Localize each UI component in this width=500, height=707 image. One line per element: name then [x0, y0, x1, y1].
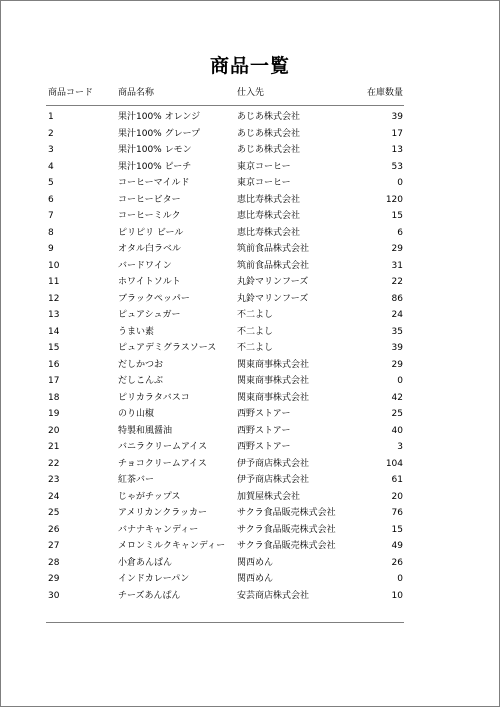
supplier-cell: サクラ食品販売株式会社: [237, 524, 336, 535]
table-row: [46, 390, 404, 407]
supplier-cell: 東京コーヒー: [237, 178, 291, 188]
stock-qty-cell: 10: [391, 590, 403, 601]
product-name-cell: ピュアデミグラスソース: [118, 343, 217, 353]
supplier-cell: 伊予商店株式会社: [237, 475, 310, 485]
stock-qty-cell: 61: [391, 475, 403, 485]
supplier-cell: 不二よし: [237, 310, 274, 320]
table-row: [46, 324, 404, 341]
product-code-cell: 30: [48, 590, 60, 601]
supplier-cell: サクラ食品販売株式会社: [237, 508, 336, 518]
product-name-cell: だしこんぶ: [118, 376, 164, 386]
table-row: [46, 522, 404, 539]
table-row: [46, 472, 404, 489]
product-code-cell: 8: [48, 227, 54, 238]
product-code-cell: 16: [48, 359, 60, 370]
supplier-cell: 東京コーヒー: [237, 161, 291, 172]
product-name-cell: アメリカンクラッカー: [118, 508, 208, 518]
product-code-cell: 25: [48, 508, 60, 518]
product-code-cell: 2: [48, 128, 54, 139]
product-code-cell: 23: [48, 475, 60, 485]
supplier-cell: 丸鈴マリンフーズ: [237, 293, 309, 304]
stock-qty-cell: 31: [391, 260, 403, 271]
product-code-cell: 5: [48, 178, 54, 188]
product-name-cell: 果汁100% ピーチ: [118, 161, 192, 172]
table-row: [46, 208, 404, 225]
product-name-cell: チョコクリームアイス: [118, 458, 207, 469]
product-code-cell: 27: [48, 541, 60, 551]
product-name-cell: コーヒーマイルド: [118, 178, 190, 188]
product-code-cell: 29: [48, 574, 60, 584]
supplier-cell: 恵比寿株式会社: [237, 194, 301, 205]
table-row: [46, 159, 404, 176]
supplier-cell: 筑前食品株式会社: [237, 260, 310, 271]
product-code-cell: 24: [48, 491, 60, 502]
table-row: [46, 555, 404, 572]
table-row: [46, 571, 404, 588]
product-name-cell: 小倉あんぱん: [118, 557, 173, 568]
product-code-cell: 20: [48, 425, 60, 436]
table-row: [46, 258, 404, 275]
header-product-name: 商品名称: [118, 88, 155, 98]
stock-qty-cell: 42: [391, 392, 403, 403]
product-name-cell: インドカレーパン: [118, 574, 190, 584]
product-name-cell: だしかつお: [118, 359, 164, 370]
stock-qty-cell: 39: [391, 112, 403, 122]
stock-qty-cell: 40: [391, 425, 403, 436]
supplier-cell: 西野ストアー: [237, 442, 291, 452]
product-name-cell: じゃがチップス: [118, 491, 181, 502]
product-code-cell: 12: [48, 293, 60, 304]
stock-qty-cell: 0: [397, 178, 403, 188]
supplier-cell: 西野ストアー: [237, 409, 291, 419]
supplier-cell: あじあ株式会社: [237, 112, 301, 122]
product-code-cell: 11: [48, 277, 60, 287]
table-row: [46, 225, 404, 242]
product-code-cell: 9: [48, 244, 54, 254]
supplier-cell: 伊予商店株式会社: [237, 458, 310, 469]
supplier-cell: 西野ストアー: [237, 425, 291, 436]
stock-qty-cell: 17: [391, 128, 403, 139]
supplier-cell: サクラ食品販売株式会社: [237, 541, 336, 551]
table-row: [46, 538, 404, 555]
table-row: [46, 373, 404, 390]
stock-qty-cell: 0: [397, 376, 403, 386]
table-row: [46, 456, 404, 473]
supplier-cell: 筑前食品株式会社: [237, 244, 310, 254]
stock-qty-cell: 0: [397, 574, 403, 584]
product-name-cell: コーヒーミルク: [118, 211, 181, 221]
product-code-cell: 3: [48, 145, 54, 155]
supplier-cell: 丸鈴マリンフーズ: [237, 277, 309, 287]
table-row: [46, 126, 404, 143]
stock-qty-cell: 25: [391, 409, 403, 419]
table-row: [46, 423, 404, 440]
header-supplier: 仕入先: [237, 88, 265, 98]
product-name-cell: メロンミルクキャンディー: [118, 541, 226, 551]
table-row: [46, 439, 404, 456]
supplier-cell: 関西めん: [237, 557, 274, 568]
supplier-cell: あじあ株式会社: [237, 128, 301, 139]
product-name-cell: ホワイトソルト: [118, 277, 181, 287]
table-row: [46, 505, 404, 522]
product-code-cell: 26: [48, 524, 60, 535]
product-code-cell: 6: [48, 194, 54, 205]
product-code-cell: 22: [48, 458, 60, 469]
product-code-cell: 21: [48, 442, 60, 452]
supplier-cell: 関東商事株式会社: [237, 376, 310, 386]
product-name-cell: うまい素: [118, 326, 155, 337]
table-row: [46, 175, 404, 192]
table-row: [46, 588, 404, 605]
stock-qty-cell: 49: [391, 541, 403, 551]
table-row: [46, 291, 404, 308]
stock-qty-cell: 24: [391, 310, 403, 320]
supplier-cell: 不二よし: [237, 343, 274, 353]
product-code-cell: 13: [48, 310, 60, 320]
table-header: [46, 81, 404, 106]
product-name-cell: バナナキャンディー: [118, 524, 199, 535]
stock-qty-cell: 35: [391, 326, 403, 337]
product-name-cell: 果汁100% グレープ: [118, 128, 201, 139]
product-code-cell: 17: [48, 376, 60, 386]
product-code-cell: 7: [48, 211, 54, 221]
product-name-cell: 果汁100% レモン: [118, 145, 192, 155]
product-name-cell: 特製和風醤油: [118, 425, 173, 436]
supplier-cell: 関東商事株式会社: [237, 392, 310, 403]
table-row: [46, 489, 404, 506]
product-code-cell: 18: [48, 392, 60, 403]
product-name-cell: ブラックペッパー: [118, 293, 190, 304]
supplier-cell: 不二よし: [237, 326, 274, 337]
stock-qty-cell: 15: [391, 211, 403, 221]
product-code-cell: 1: [48, 112, 54, 122]
product-code-cell: 19: [48, 409, 60, 419]
product-name-cell: のり山椒: [118, 409, 155, 419]
supplier-cell: 恵比寿株式会社: [237, 211, 301, 221]
product-name-cell: コーヒービター: [118, 194, 181, 205]
supplier-cell: あじあ株式会社: [237, 145, 301, 155]
stock-qty-cell: 13: [391, 145, 403, 155]
table-row: [46, 241, 404, 258]
supplier-cell: 安芸商店株式会社: [237, 590, 310, 601]
product-code-cell: 28: [48, 557, 60, 568]
table-row: [46, 274, 404, 291]
stock-qty-cell: 6: [397, 227, 403, 238]
product-name-cell: ピリカラタバスコ: [118, 392, 190, 403]
stock-qty-cell: 29: [391, 244, 403, 254]
product-name-cell: ピュアシュガー: [118, 310, 181, 320]
product-code-cell: 10: [48, 260, 60, 271]
table-row: [46, 192, 404, 209]
supplier-cell: 恵比寿株式会社: [237, 227, 301, 238]
bottom-divider: [46, 622, 404, 623]
table-row: [46, 340, 404, 357]
stock-qty-cell: 53: [391, 161, 403, 172]
supplier-cell: 関東商事株式会社: [237, 359, 310, 370]
product-name-cell: バニラクリームアイス: [118, 442, 208, 452]
stock-qty-cell: 104: [385, 458, 403, 469]
product-name-cell: 紅茶バー: [118, 475, 155, 485]
stock-qty-cell: 26: [391, 557, 403, 568]
stock-qty-cell: 120: [385, 194, 403, 205]
page-title: 商品一覧: [209, 55, 290, 77]
product-code-cell: 4: [48, 161, 54, 172]
table-row: [46, 142, 404, 159]
table-row: [46, 109, 404, 126]
table-row: [46, 357, 404, 374]
stock-qty-cell: 76: [391, 508, 403, 518]
stock-qty-cell: 29: [391, 359, 403, 370]
product-code-cell: 15: [48, 343, 60, 353]
stock-qty-cell: 20: [391, 491, 403, 502]
product-name-cell: チーズあんぱん: [118, 590, 181, 601]
supplier-cell: 加賀屋株式会社: [237, 491, 301, 502]
header-stock-qty: 在庫数量: [366, 88, 403, 98]
header-product-code: 商品コード: [48, 88, 94, 98]
stock-qty-cell: 22: [391, 277, 403, 287]
stock-qty-cell: 3: [397, 442, 403, 452]
product-name-cell: ピリピリ ビール: [118, 227, 184, 238]
stock-qty-cell: 86: [391, 293, 403, 304]
product-table: [46, 81, 404, 604]
product-name-cell: 果汁100% オレンジ: [118, 112, 201, 122]
stock-qty-cell: 39: [391, 343, 403, 353]
table-body: [46, 109, 404, 604]
product-name-cell: バードワイン: [118, 260, 172, 271]
stock-qty-cell: 15: [391, 524, 403, 535]
table-row: [46, 307, 404, 324]
table-row: [46, 406, 404, 423]
product-name-cell: オタル白ラベル: [118, 244, 182, 254]
product-code-cell: 14: [48, 326, 60, 337]
supplier-cell: 関西めん: [237, 574, 274, 584]
